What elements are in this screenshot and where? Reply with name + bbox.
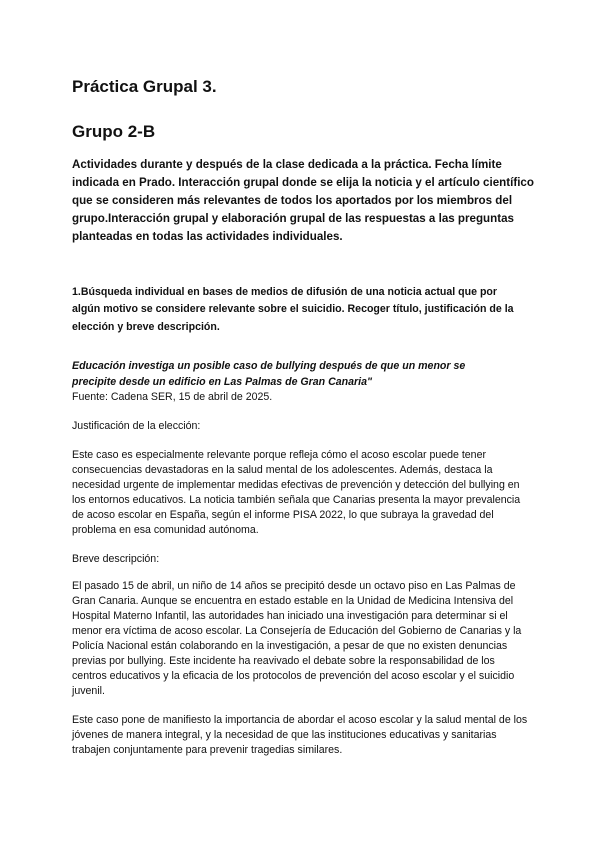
news-title: Educación investiga un posible caso de bullying después de que un menor se precipite desde un edificio en Las Palmas de Gran Canaria" — [72, 360, 466, 388]
description-paragraph: El pasado 15 de abril, un niño de 14 años se precipitó desde un octavo piso en Las Palmas de Gran Canaria. Aunque se encuentra en estado estable en la Unidad de Medicina Intensiva del Hospital Materno Infantil, las autoridades han iniciado una investigación para determinar si el menor era víctima de acoso escolar. La Consejería de Educación del Gobierno de Canarias y la Policía Nacional están colaborando en la investigación, a pesar de que no existen denuncias previas por bullying. Este incidente ha reavivado el debate sobre la responsabilidad de los centros educativos y la eficacia de los protocolos de prevención del acoso escolar y el suicidio juvenil. — [72, 580, 522, 697]
justification-label: Justificación de la elección: — [72, 420, 201, 432]
news-source: Fuente: Cadena SER, 15 de abril de 2025. — [72, 391, 273, 403]
document-title: Práctica Grupal 3. — [72, 77, 217, 96]
intro-paragraph: Actividades durante y después de la clase dedicada a la práctica. Fecha límite indicada en Prado. Interacción grupal donde se elija la noticia y el artículo científico que se consideren más relevantes de todos los aportados por los miembros del grupo.Interacción grupal y elaboración grupal de las respuestas a las preguntas planteadas en todas las actividades individuales. — [72, 158, 534, 243]
group-heading: Grupo 2-B — [72, 122, 156, 141]
closing-paragraph: Este caso pone de manifiesto la importancia de abordar el acoso escolar y la salud mental de los jóvenes de manera integral, y la necesidad de que las instituciones educativas y sanitarias trabajen conjuntamente para prevenir tragedias similares. — [72, 714, 528, 756]
description-label: Breve descripción: — [72, 553, 160, 565]
task-1-instructions: 1.Búsqueda individual en bases de medios de difusión de una noticia actual que por algún motivo se considere relevante sobre el suicidio. Recoger título, justificación de la elección y breve descripción. — [72, 286, 514, 333]
justification-paragraph: Este caso es especialmente relevante porque refleja cómo el acoso escolar puede tener consecuencias devastadoras en la salud mental de los adolescentes. Además, destaca la necesidad urgente de implementar medidas efectivas de prevención y detección del bullying en los entornos educativos. La noticia también señala que Canarias presenta la mayor prevalencia de acoso escolar en España, según el informe PISA 2022, lo que subraya la gravedad del problema en esa comunidad autónoma. — [72, 449, 521, 536]
